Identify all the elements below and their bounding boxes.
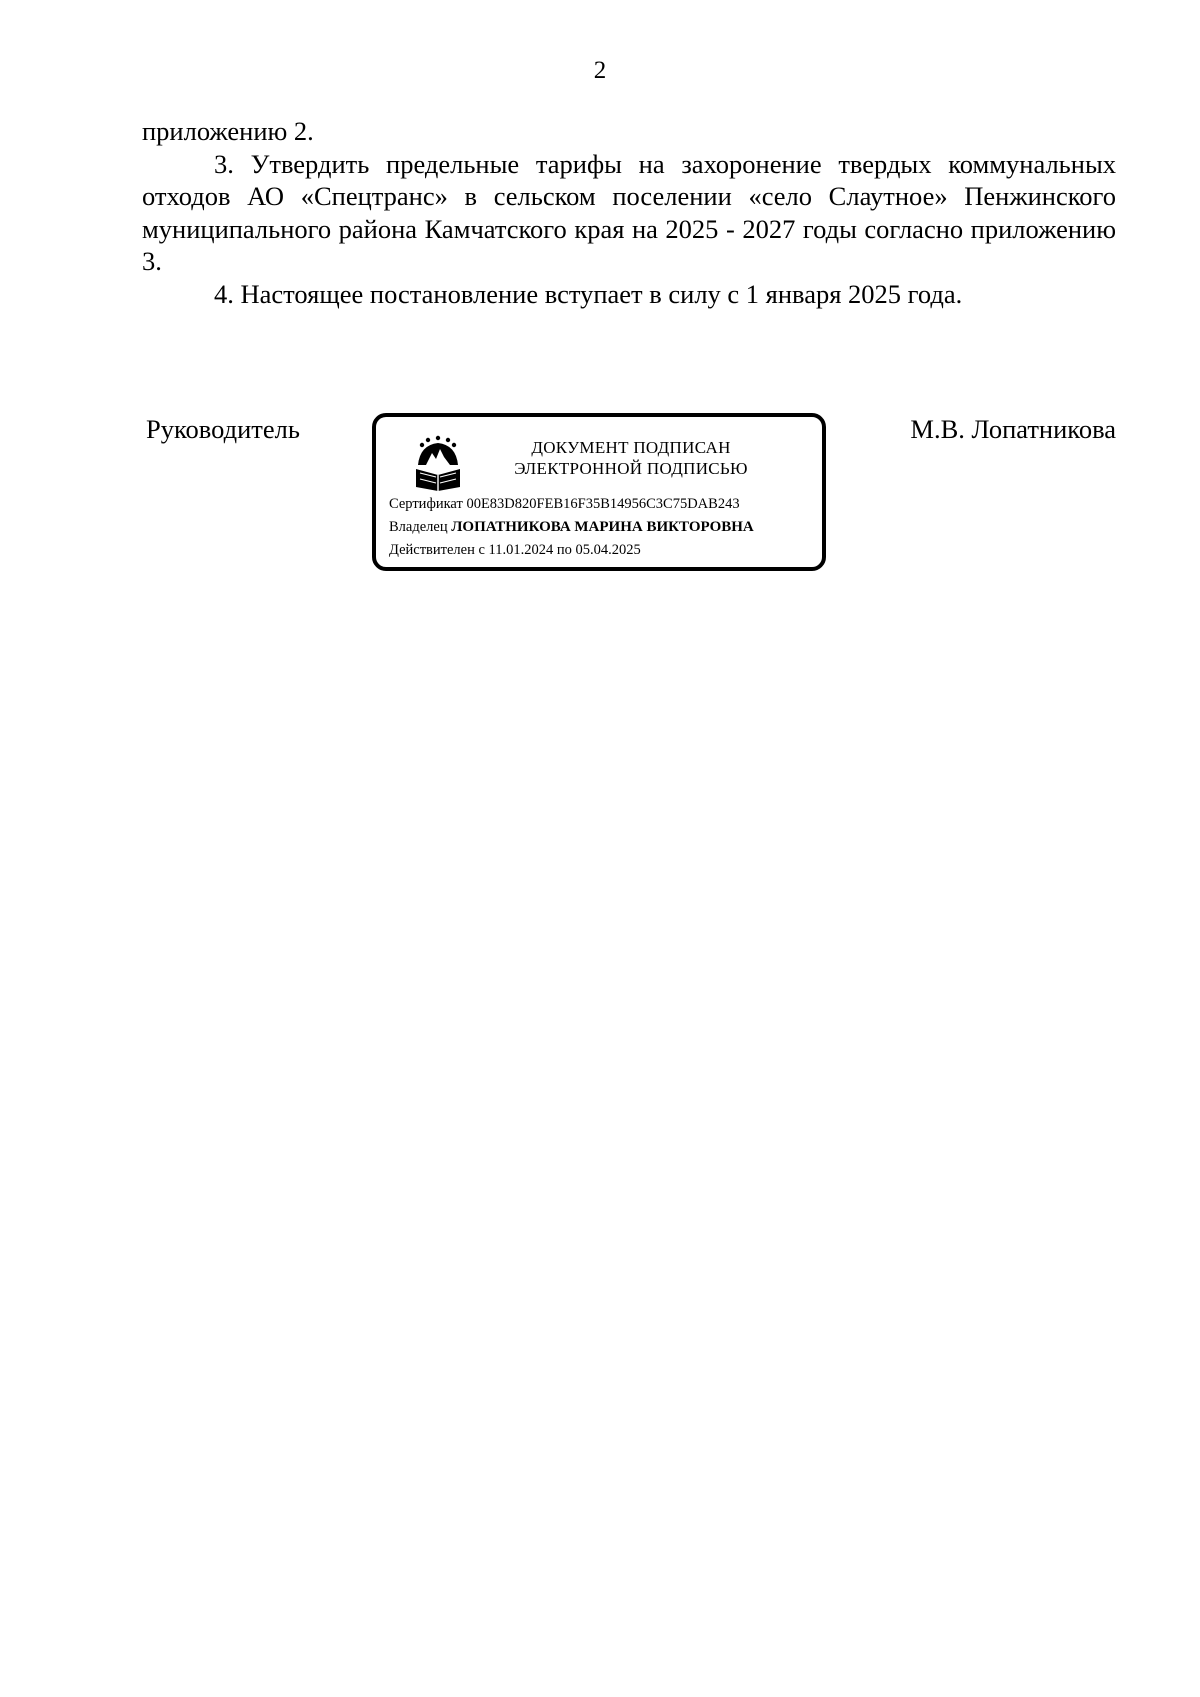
- page-number: 2: [593, 57, 607, 84]
- certificate-label: Сертификат: [389, 496, 463, 512]
- electronic-signature-stamp: [372, 413, 826, 571]
- valid-label: Действителен: [389, 542, 475, 558]
- owner-row: [389, 516, 754, 539]
- owner-label: Владелец: [389, 519, 448, 535]
- paragraph-3: 3. Утвердить предельные тарифы на захоронение твердых коммунальных отходов АО «Спецтранс» в сельском поселении «село Слаутное» Пенжинского муниципального района Камчатского края на 2025 - 2027 годы согласно приложению 3.: [142, 148, 1116, 276]
- owner-value: ЛОПАТНИКОВА МАРИНА ВИКТОРОВНА: [451, 519, 754, 535]
- valid-from-date: 11.01.2024: [488, 542, 554, 558]
- certificate-value: 00E83D820FEB16F35B14956C3C75DAB243: [466, 496, 740, 512]
- stamp-details: [389, 493, 754, 562]
- kamchatka-emblem-icon: [414, 435, 462, 491]
- stamp-header-line-2: ЭЛЕКТРОННОЙ ПОДПИСЬЮ: [514, 459, 748, 478]
- validity-row: [389, 539, 754, 562]
- valid-to-label: по: [556, 542, 572, 558]
- document-body: [142, 115, 1116, 310]
- paragraph-4: 4. Настоящее постановление вступает в силу с 1 января 2025 года.: [214, 278, 963, 309]
- signer-name: М.В. Лопатникова: [910, 414, 1116, 444]
- valid-from-label: с: [478, 542, 485, 558]
- certificate-row: [389, 493, 754, 516]
- continuation-line: приложению 2.: [142, 116, 314, 146]
- stamp-header-line-1: ДОКУМЕНТ ПОДПИСАН: [531, 438, 731, 457]
- valid-to-date: 05.04.2025: [575, 542, 641, 558]
- signer-position: Руководитель: [146, 414, 300, 444]
- stamp-header: [476, 437, 786, 479]
